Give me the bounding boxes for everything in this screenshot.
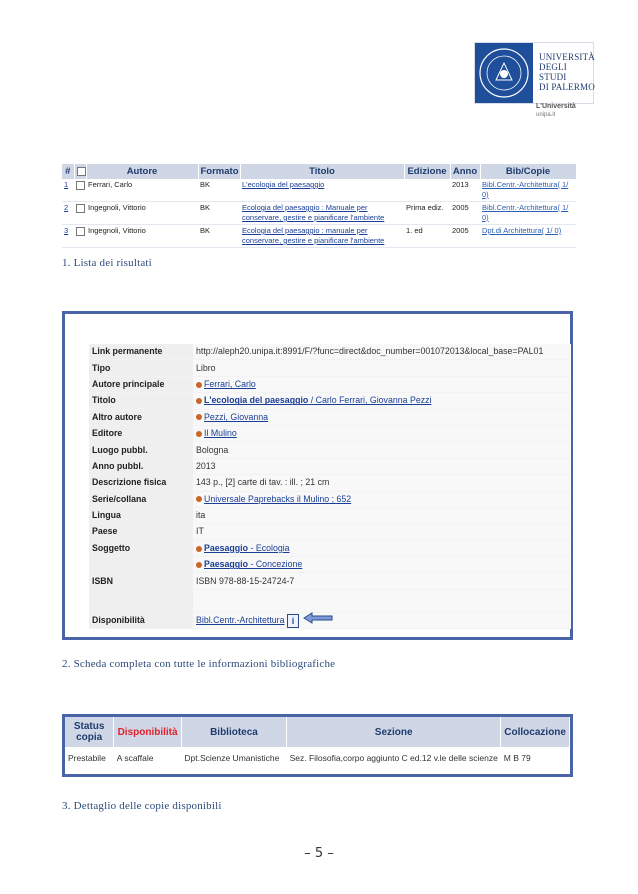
author-link[interactable]: Ferrari, Carlo [204, 378, 256, 389]
record-row-anno [89, 458, 571, 474]
record-label-empty [89, 557, 193, 573]
bullet-icon [196, 382, 202, 388]
result-title-link[interactable]: Ecologia del paesaggio : Manuale per conservare, gestire e pianificare l'ambiente [242, 203, 385, 222]
result-edizione [404, 179, 450, 202]
record-row-soggetto-2 [89, 557, 571, 573]
table-row [62, 179, 576, 202]
record-value: 2013 [193, 458, 571, 474]
col-header-formato[interactable]: Formato [198, 164, 240, 179]
table-row [62, 202, 576, 225]
bullet-icon [196, 414, 202, 420]
record-row-spacer [89, 589, 571, 612]
record-row-tipo [89, 360, 571, 376]
result-formato: BK [198, 179, 240, 202]
row-checkbox[interactable] [76, 181, 85, 190]
result-autore: Ferrari, Carlo [86, 179, 198, 202]
record-value: IT [193, 524, 571, 540]
brand-url: unipa.it [536, 112, 556, 118]
result-anno: 2005 [450, 225, 480, 248]
result-bib-link[interactable]: Bibl.Centr.-Architettura( 1/ 0) [480, 202, 576, 225]
bullet-icon [196, 562, 202, 568]
record-label: Anno pubbl. [89, 458, 193, 474]
col-header-status[interactable]: Status copia [65, 717, 114, 747]
page-number: – 5 – [304, 846, 334, 861]
record-value: 143 p., [2] carte di tav. : ill. ; 21 cm [193, 475, 571, 491]
university-logo [474, 42, 594, 104]
caption-full-record: 2. Scheda completa con tutte le informazioni bibliografiche [62, 658, 336, 670]
bullet-icon [196, 496, 202, 502]
subject-sub-link[interactable]: - Concezione [248, 559, 303, 570]
record-row-altro-autore [89, 409, 571, 425]
copies-table [62, 714, 573, 777]
record-value: Libro [193, 360, 571, 376]
result-number-link[interactable]: 2 [64, 203, 69, 212]
title-responsibility-link[interactable]: / Carlo Ferrari, Giovanna Pezzi [308, 395, 432, 406]
record-label: Autore principale [89, 376, 193, 392]
record-value: ita [193, 507, 571, 523]
copies-header-row [65, 717, 570, 747]
record-value: Bologna [193, 442, 571, 458]
logo-line-3: DI PALERMO [539, 82, 595, 92]
record-label: Luogo pubbl. [89, 442, 193, 458]
record-row-editore [89, 425, 571, 441]
subject-link[interactable]: Paesaggio [204, 542, 249, 553]
logo-line-2: DEGLI STUDI [539, 62, 567, 82]
record-row-luogo [89, 442, 571, 458]
record-row-titolo [89, 393, 571, 409]
record-spacer [89, 589, 193, 612]
col-header-titolo[interactable]: Titolo [240, 164, 404, 179]
result-number-link[interactable]: 1 [64, 180, 69, 189]
availability-link[interactable]: Bibl.Centr.-Architettura [196, 615, 285, 626]
publisher-link[interactable]: Il Mulino [204, 428, 237, 439]
record-label: Disponibilità [89, 612, 193, 628]
record-value: ISBN 978-88-15-24724-7 [193, 573, 571, 589]
table-row [65, 747, 570, 769]
bullet-icon [196, 546, 202, 552]
record-spacer [193, 589, 571, 612]
record-label: ISBN [89, 573, 193, 589]
logo-line-1: UNIVERSITÀ [539, 52, 595, 62]
col-header-edizione[interactable]: Edizione [404, 164, 450, 179]
results-header-row [62, 164, 576, 179]
col-header-bib[interactable]: Bib/Copie [480, 164, 576, 179]
result-number-link[interactable]: 3 [64, 226, 69, 235]
col-header-num: # [62, 164, 74, 179]
record-label: Altro autore [89, 409, 193, 425]
series-link[interactable]: Universale Paprebacks il Mulino ; 652 [204, 493, 352, 504]
col-header-biblioteca[interactable]: Biblioteca [181, 717, 286, 747]
col-header-disponibilita[interactable]: Disponibilità [114, 717, 182, 747]
record-label: Titolo [89, 393, 193, 409]
result-edizione: Prima ediz. [404, 202, 450, 225]
record-row-serie [89, 491, 571, 507]
title-link[interactable]: L'ecologia del paesaggio [204, 395, 309, 406]
record-label: Descrizione fisica [89, 475, 193, 491]
record-label: Tipo [89, 360, 193, 376]
record-row-descrizione [89, 475, 571, 491]
result-bib-link[interactable]: Dpt.di Architettura( 1/ 0) [480, 225, 576, 248]
result-title-link[interactable]: L'ecologia del paesaggio [242, 180, 325, 189]
bullet-icon [196, 431, 202, 437]
result-autore: Ingegnoli, Vittorio [86, 202, 198, 225]
record-row-autore [89, 376, 571, 392]
result-anno: 2005 [450, 202, 480, 225]
brand-name: L'Università [536, 103, 576, 110]
result-formato: BK [198, 225, 240, 248]
result-formato: BK [198, 202, 240, 225]
result-bib-link[interactable]: Bibl.Centr.-Architettura( 1/ 0) [480, 179, 576, 202]
col-header-select [74, 164, 86, 179]
record-label: Serie/collana [89, 491, 193, 507]
result-autore: Ingegnoli, Vittorio [86, 225, 198, 248]
pointer-arrow-icon [303, 612, 333, 624]
col-header-anno[interactable]: Anno [450, 164, 480, 179]
result-anno: 2013 [450, 179, 480, 202]
record-row-paese [89, 524, 571, 540]
caption-results-list: 1. Lista dei risultati [62, 257, 152, 269]
subject-link[interactable]: Paesaggio [204, 559, 249, 570]
bullet-icon [196, 398, 202, 404]
record-row-lingua [89, 507, 571, 523]
info-icon[interactable]: i [287, 614, 299, 628]
caption-copies-detail: 3. Dettaglio delle copie disponibili [62, 800, 222, 812]
record-label: Editore [89, 425, 193, 441]
full-record-panel [62, 311, 573, 640]
other-author-link[interactable]: Pezzi, Giovanna [204, 411, 269, 422]
record-label: Soggetto [89, 540, 193, 556]
permalink-value: http://aleph20.unipa.it:8991/F/?func=direct&doc_number=001072013&local_base=PAL01 [193, 344, 571, 360]
copy-library: Dpt.Scienze Umanistiche [181, 747, 286, 769]
copy-status: Prestabile [65, 747, 114, 769]
record-row-soggetto [89, 540, 571, 556]
record-label: Paese [89, 524, 193, 540]
copy-availability: A scaffale [114, 747, 182, 769]
col-header-collocazione[interactable]: Collocazione [501, 717, 570, 747]
row-checkbox[interactable] [76, 204, 85, 213]
row-checkbox[interactable] [76, 227, 85, 236]
record-row-isbn [89, 573, 571, 589]
select-all-checkbox[interactable] [77, 167, 86, 176]
results-table [62, 164, 576, 248]
university-seal-icon [475, 43, 533, 103]
result-title-link[interactable]: Ecologia del paesaggio : manuale per conservare, gestire e pianificare l'ambiente [242, 226, 385, 245]
copy-shelfmark: M B 79 [501, 747, 570, 769]
record-row-link [89, 344, 571, 360]
record-label: Lingua [89, 507, 193, 523]
result-edizione: 1. ed [404, 225, 450, 248]
subject-sub-link[interactable]: - Ecologia [248, 542, 290, 553]
copy-section: Sez. Filosofia,corpo aggiunto C ed.12 v.le delle scienze [287, 747, 501, 769]
logo-text [539, 52, 595, 92]
record-label: Link permanente [89, 344, 193, 360]
col-header-sezione[interactable]: Sezione [287, 717, 501, 747]
col-header-autore[interactable]: Autore [86, 164, 198, 179]
table-row [62, 225, 576, 248]
